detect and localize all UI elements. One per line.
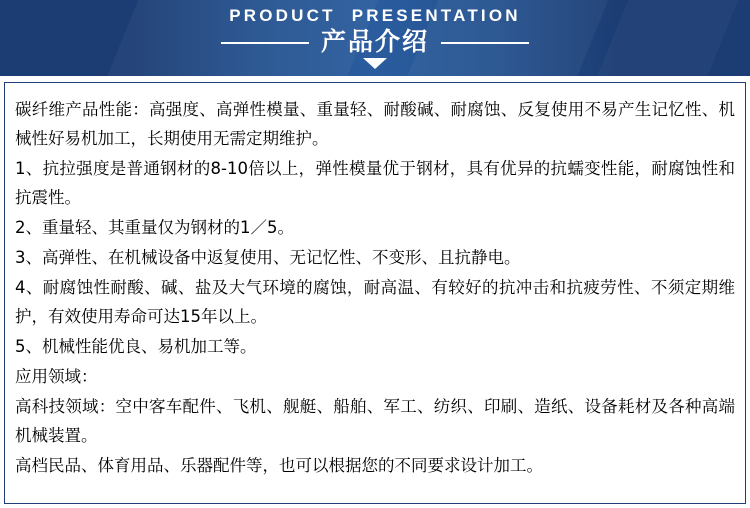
paragraph-application-consumer: 高档民品、体育用品、乐器配件等，也可以根据您的不同要求设计加工。 [15,456,543,475]
product-description-box [4,82,746,504]
title-chinese-wrap [0,27,750,57]
header-banner-inner [0,0,750,76]
title-english-word-2: PRESENTATION [351,6,521,25]
paragraph-performance: 碳纤维产品性能：高强度、高弹性模量、重量轻、耐酸碱、耐腐蚀、反复使用不易产生记忆性、机械性好易机加工，长期使用无需定期维护。 [15,100,735,148]
title-english [0,6,750,26]
title-rule-right [441,42,529,44]
paragraph-item-1: 1、抗拉强度是普通钢材的8-10倍以上，弹性模量优于钢材，具有优异的抗蠕变性能，耐腐蚀性和抗震性。 [15,159,735,207]
paragraph-item-3: 3、高弹性、在机械设备中返复使用、无记忆性、不变形、且抗静电。 [15,248,521,267]
paragraph-item-4: 4、耐腐蚀性耐酸、碱、盐及大气环境的腐蚀，耐高温、有较好的抗冲击和抗疲劳性、不须定期维护，有效使用寿命可达15年以上。 [15,278,735,326]
paragraph-application-heading: 应用领域： [15,367,98,386]
paragraph-item-5: 5、机械性能优良、易机加工等。 [15,337,257,356]
header-banner [0,0,750,76]
title-rule-left [221,42,309,44]
title-chinese-text: 产品介绍 [320,27,429,56]
paragraph-item-2: 2、重量轻、其重量仅为钢材的1／5。 [15,218,294,237]
title-english-word-1: PRODUCT [229,6,336,25]
caret-down-icon [363,58,387,69]
title-chinese [321,27,429,57]
paragraph-application-hitech: 高科技领域：空中客车配件、飞机、舰艇、船舶、军工、纺织、印刷、造纸、设备耗材及各种高端机械装置。 [15,397,735,445]
